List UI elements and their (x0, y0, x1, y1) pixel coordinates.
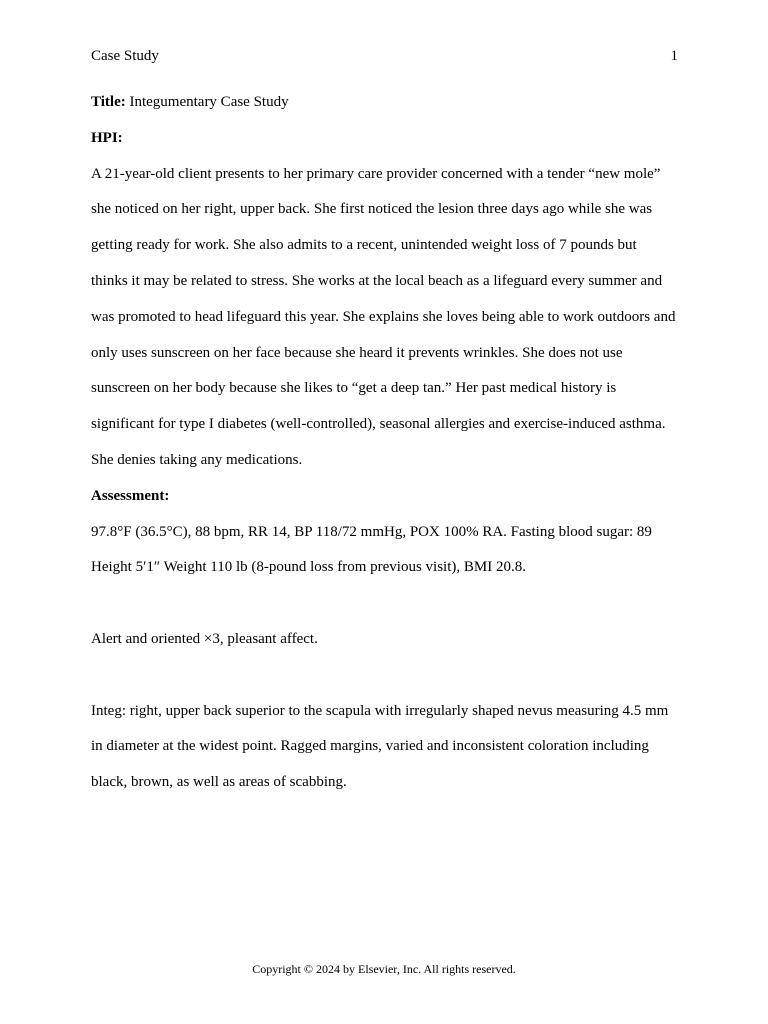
hpi-line: sunscreen on her body because she likes to “get a deep tan.” Her past medical history is (91, 380, 617, 397)
hpi-line: She denies taking any medications. (91, 451, 303, 468)
hpi-line: significant for type I diabetes (well-controlled), seasonal allergies and exercise-induced asthma. (91, 416, 666, 433)
title-line (91, 91, 691, 127)
blank-line (91, 664, 691, 700)
hpi-line: was promoted to head lifeguard this year. She explains she loves being able to work outdoors and (91, 308, 676, 325)
integ-line: black, brown, as well as areas of scabbing. (91, 774, 347, 791)
assessment-label: Assessment: (91, 487, 170, 504)
page-number: 1 (670, 48, 678, 64)
hpi-line: she noticed on her right, upper back. She first noticed the lesion three days ago while she was (91, 201, 653, 218)
hpi-line: thinks it may be related to stress. She works at the local beach as a lifeguard every summer and (91, 272, 663, 289)
neuro-line: Alert and oriented ×3, pleasant affect. (91, 630, 318, 647)
integ-line: Integ: right, upper back superior to the scapula with irregularly shaped nevus measuring 4.5 mm (91, 702, 669, 719)
assessment-heading (91, 485, 691, 521)
hpi-line: A 21-year-old client presents to her primary care provider concerned with a tender “new mole” (91, 165, 661, 182)
integ-line: in diameter at the widest point. Ragged margins, varied and inconsistent coloration including (91, 738, 649, 755)
title-label: Title: (91, 94, 126, 110)
hpi-line: only uses sunscreen on her face because she heard it prevents wrinkles. She does not use (91, 344, 623, 361)
document-body (91, 91, 691, 807)
hpi-line: getting ready for work. She also admits to a recent, unintended weight loss of 7 pounds but (91, 237, 637, 254)
hpi-paragraph (91, 163, 691, 485)
page-header (91, 46, 678, 66)
title-text: Integumentary Case Study (125, 94, 289, 110)
copyright-footer: Copyright © 2024 by Elsevier, Inc. All rights reserved. (252, 962, 516, 976)
hpi-heading (91, 127, 691, 163)
running-head: Case Study (91, 48, 159, 64)
vitals-line: 97.8°F (36.5°C), 88 bpm, RR 14, BP 118/72 mmHg, POX 100% RA. Fasting blood sugar: 89 (91, 523, 652, 540)
hpi-label: HPI: (91, 129, 123, 146)
vitals-paragraph (91, 521, 691, 593)
blank-line (91, 592, 691, 628)
integ-paragraph (91, 700, 691, 807)
vitals-line: Height 5′1″ Weight 110 lb (8-pound loss from previous visit), BMI 20.8. (91, 559, 526, 576)
